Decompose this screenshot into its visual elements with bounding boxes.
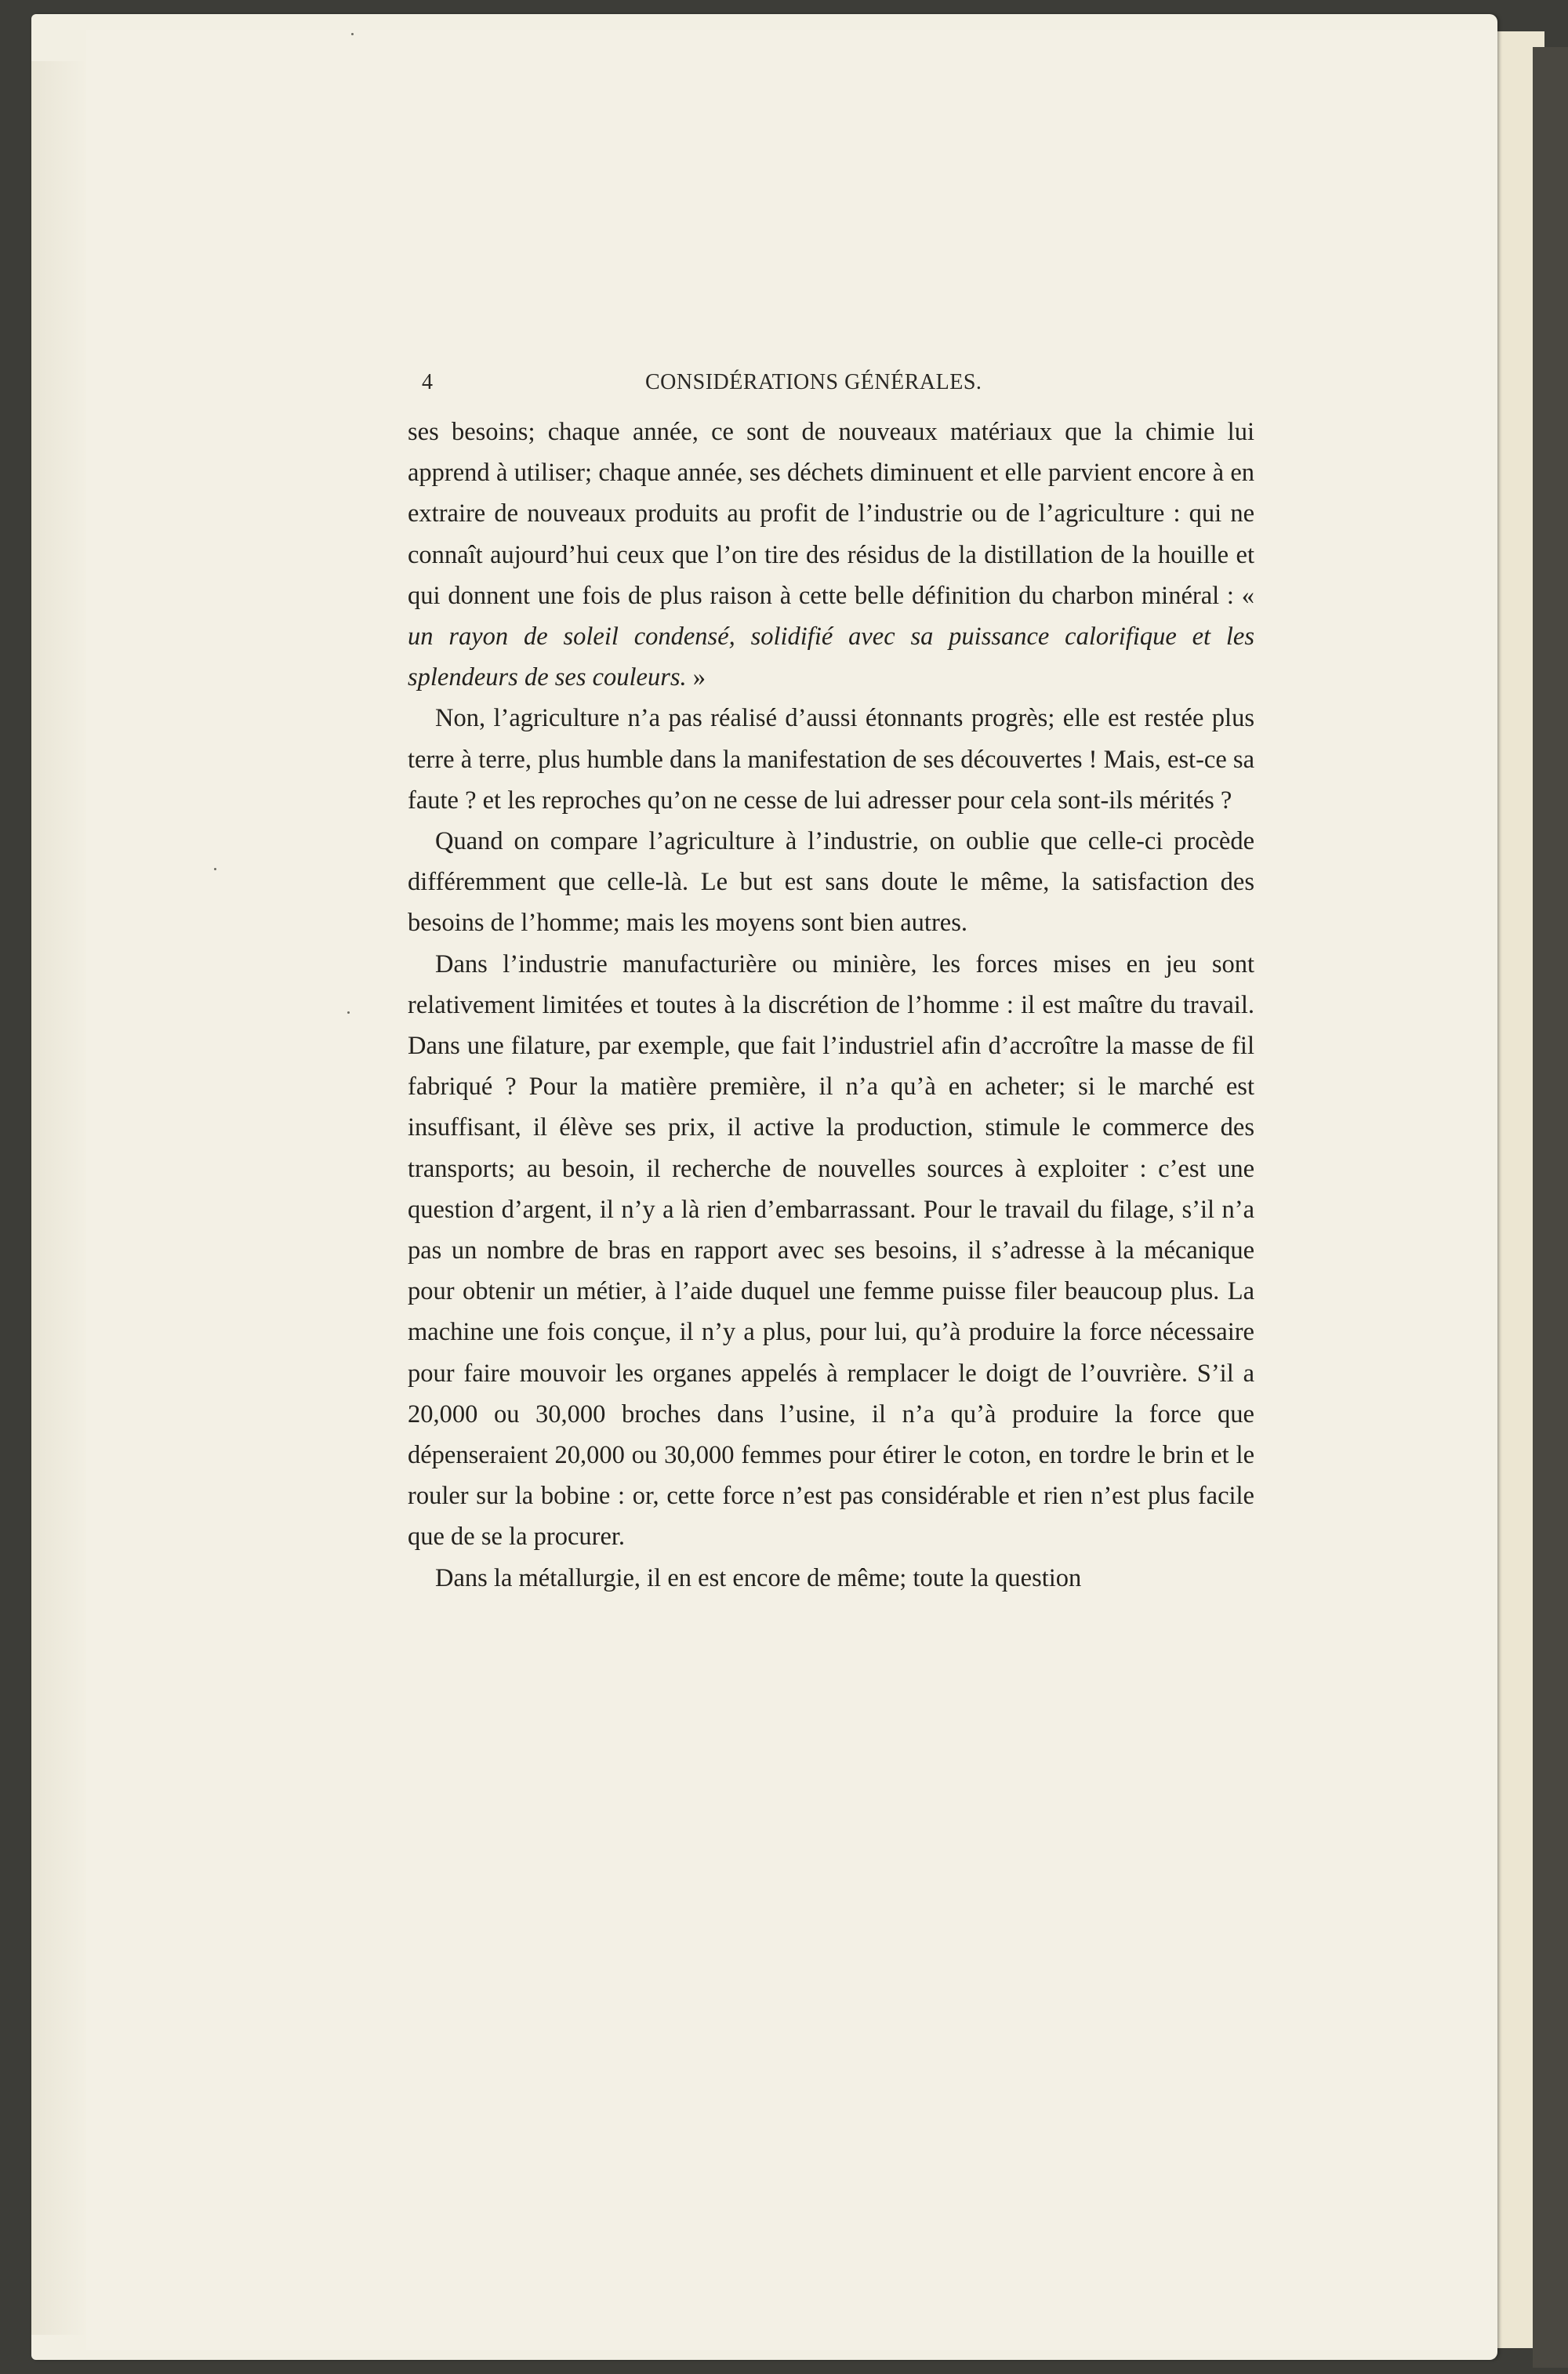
quote-close: » [686,663,706,692]
body-text [408,412,1254,1599]
paragraph-5: Dans la métallurgie, il en est encore de même; toute la question [435,1563,1082,1592]
paper-speck [214,868,216,870]
paragraph-3: Quand on compare l’agriculture à l’industrie, on oublie que celle-ci procède différemment que celle-là. Le but est sans doute le même, la satisfaction des besoins de l’homme; mais les moyens sont bien autres. [408,827,1254,938]
header-title: CONSIDÉRATIONS GÉNÉRALES. [645,370,982,394]
page-number: 4 [422,370,433,394]
paragraph-1 [408,412,1254,698]
running-header [416,370,1256,409]
paragraph-1-text: ses besoins; chaque année, ce sont de nouveaux matériaux que la chimie lui apprend à utiliser; chaque année, ses déchets diminuent et elle parvient encore à en extraire de nouveaux produits au profit de l’industrie ou de l’agriculture : qui ne connaît aujourd’hui ceux que l’on tire des résidus de la distillation de la houille et qui donnent une fois de plus raison à cette belle définition du charbon minéral : « [408,418,1254,610]
page-fold [31,61,86,2335]
paper-speck [351,33,354,35]
quotation: un rayon de soleil condensé, solidifié avec sa puissance calorifique et les splendeurs de ses couleurs. [408,623,1254,692]
paragraph-4: Dans l’industrie manufacturière ou minière, les forces mises en jeu sont relativement limitées et toutes à la discrétion de l’homme : il est maître du travail. Dans une filature, par exemple, que fait l’industriel afin d’accroître la masse de fil fabriqué ? Pour la matière première, il n’a qu’à en acheter; si le marché est insuffisant, il élève ses prix, il active la production, stimule le commerce des transports; au besoin, il recherche de nouvelles sources à exploiter : c’est une question d’argent, il n’y a là rien d’embarrassant. Pour le travail du filage, s’il n’a pas un nombre de bras en rapport avec ses besoins, il s’adresse à la mécanique pour obtenir un métier, à l’aide duquel une femme puisse filer beaucoup plus. La machine une fois conçue, il n’y a plus, pour lui, qu’à produire la force nécessaire pour faire mouvoir les organes appelés à remplacer le doigt de l’ouvrière. S’il a 20,000 ou 30,000 broches dans l’usine, il n’a qu’à produire la force que dépenseraient 20,000 ou 30,000 femmes pour étirer le coton, en tordre le brin et le rouler sur la bobine : or, cette force n’est pas considérable et rien n’est plus facile que de se la procurer. [408,949,1254,1552]
binding-shadow [1533,47,1568,2368]
paper-speck [347,1011,350,1014]
paragraph-2: Non, l’agriculture n’a pas réalisé d’aussi étonnants progrès; elle est restée plus terre à terre, plus humble dans la manifestation de ses découvertes ! Mais, est-ce sa faute ? et les reproches qu’on ne cesse de lui adresser pour cela sont-ils mérités ? [408,704,1254,815]
